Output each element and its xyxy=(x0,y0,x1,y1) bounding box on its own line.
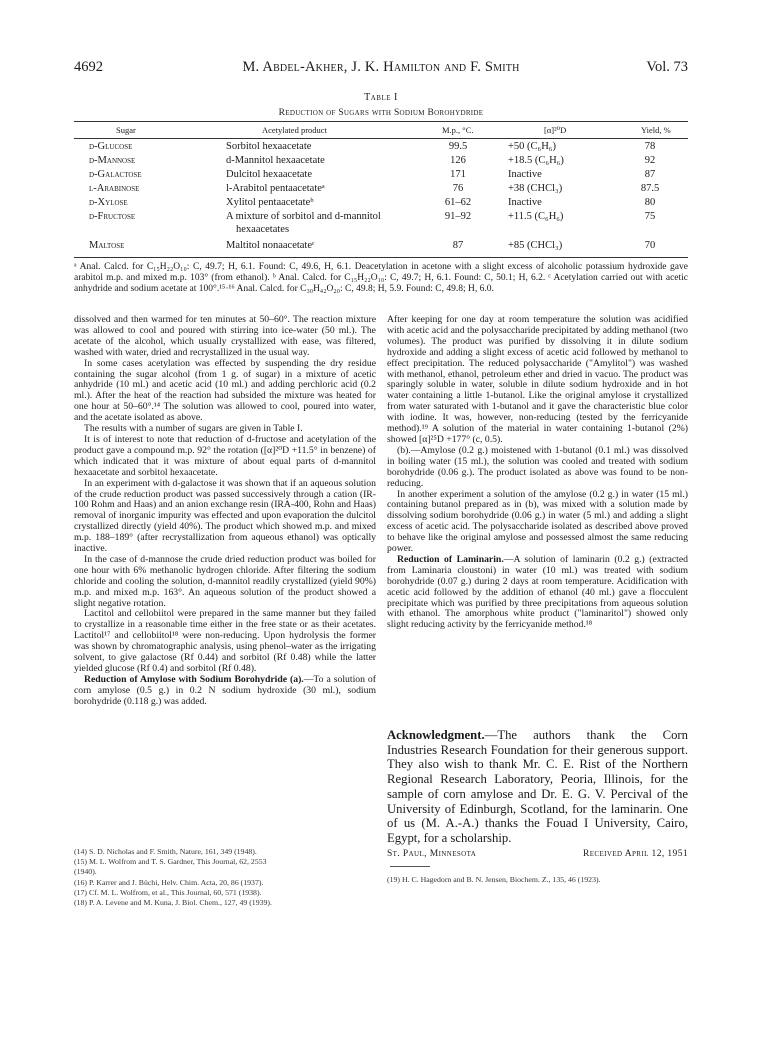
cell-product: A mixture of sorbitol and d-mannitol xyxy=(226,211,381,222)
cell-yield: 78 xyxy=(644,141,656,152)
running-header xyxy=(74,59,688,79)
table-row xyxy=(74,224,688,237)
paragraph: dissolved and then warmed for ten minutes at 50–60°. The reaction mixture was allowed to cool and poured with stirring into ice-water (50 ml.). The acetate of the alcohol, which usually crystallized with ease, was filtered, washed with water, dried and recrystallized in the usual way. xyxy=(74,314,376,358)
paragraph: (b).—Amylose (0.2 g.) moistened with 1-butanol (0.1 ml.) was dissolved in boiling water (15 ml.), the solution was cooled and treated with sodium borohydride (0.06 g.). The product isolated as above was found to be non-reducing. xyxy=(387,444,688,489)
table-caption: Reduction of Sugars with Sodium Borohydride xyxy=(278,108,484,118)
table-top-rule xyxy=(74,121,688,122)
paragraph: Lactitol and cellobiitol were prepared in the same manner but they failed to crystallize in a reasonable time either in the free state or as their acetates. Lactitol¹⁷ and cellobiitol¹⁸ were non-reducing. Upon hydrolysis the former was shown by chromatographic analysis, using phenol–water as the irrigating solvent, to give galactose (Rf 0.44) and sorbitol (Rf 0.48) while the latter yielded glucose (Rf 0.4) and sorbitol (Rf 0.48). xyxy=(74,608,376,674)
paragraph: The results with a number of sugars are given in Table I. xyxy=(84,423,303,435)
footnote-rule xyxy=(390,866,430,867)
acknowledgment-heading: Acknowledgment. xyxy=(387,728,485,742)
table-row xyxy=(74,183,688,196)
received-date: Received April 12, 1951 xyxy=(583,849,688,859)
cell-mp: 171 xyxy=(450,169,466,180)
table-bottom-rule xyxy=(74,257,688,258)
cell-sugar: d-Glucose xyxy=(89,141,133,152)
paragraph: In an experiment with d-galactose it was shown that if an aqueous solution of the crude reduction product was passed successively through a cation (IR-100 Rohm and Haas) and an anion exchange resin (IRA-400, Rohn and Haas) removal of inorganic impurity was effected and upon evaporation the dulcitol crystallized directly (yield 40%). The product which showed m.p. and mixed m.p. 188–189° (after recrystallization from aqueous ethanol) was optically inactive. xyxy=(74,477,376,555)
table-row xyxy=(74,211,688,224)
left-column xyxy=(74,315,376,708)
cell-yield: 87.5 xyxy=(640,183,660,194)
table-row xyxy=(74,240,688,253)
paragraph-text: —To a solution of corn amylose (0.5 g.) in 0.2 N sodium hydroxide (30 ml.), sodium borohydride (0.118 g.) was added. xyxy=(74,673,376,707)
cell-product: l-Arabitol pentaacetateᵃ xyxy=(226,183,325,194)
right-column xyxy=(387,315,688,631)
footnote: (16) P. Karrer and J. Büchi, Helv. Chim. Acta, 20, 86 (1937). xyxy=(74,877,264,887)
paragraph: In some cases acetylation was effected by suspending the dry residue containing the sugar alcohol (from 1 g. of sugar) in a mixture of acetic anhydride (10 ml.) and acetic acid (10 ml.) and adding perchloric acid (0.2 ml.). After the heat of the reaction had subsided the mixture was heated for one hour at 50–60°.¹⁴ The solution was allowed to cool, poured into water, and the acetate isolated as above. xyxy=(74,357,376,424)
paragraph: It is of interest to note that reduction of d-fructose and acetylation of the product gave a compound m.p. 92° the rotation ([α]²⁰D +11.5° in benzene) of which indicated that it was mixture of about equal parts of d-mannitol hexaacetate and sorbitol hexaacetate. xyxy=(74,433,376,478)
col-header-product: Acetylated product xyxy=(262,125,327,135)
signature-place: St. Paul, Minnesota xyxy=(387,849,477,859)
paragraph: In another experiment a solution of the amylose (0.2 g.) in water (15 ml.) containing butanol prepared as in (b), was mixed with a solution made by dissolving sodium borohydride (0.06 g.) in water (5 ml.) and adding a slight excess of acetic acid. The polysaccharide isolated as described above proved to behave like the original amylose and possessed almost the same reducing power. xyxy=(387,488,688,555)
table-header-rule xyxy=(74,138,688,139)
cell-rotation: Inactive xyxy=(508,169,542,180)
cell-yield: 92 xyxy=(644,155,656,166)
paragraph xyxy=(387,555,688,631)
cell-yield: 87 xyxy=(644,169,656,180)
cell-sugar: l-Arabinose xyxy=(89,183,140,194)
cell-rotation: +18.5 (C₆H₆) xyxy=(508,155,564,166)
cell-product: d-Mannitol hexaacetate xyxy=(226,155,325,166)
cell-rotation: +85 (CHCl₃) xyxy=(508,240,563,251)
acknowledgment xyxy=(387,728,688,846)
cell-sugar: Maltose xyxy=(89,240,125,251)
cell-product: Xylitol pentaacetateᵇ xyxy=(226,197,314,208)
footnote: (15) M. L. Wolfrom and T. S. Gardner, This Journal, 62, 2553 xyxy=(74,857,267,867)
paragraph: After keeping for one day at room temperature the solution was acidified with acetic acid and the polysaccharide precipitated by adding methanol (two volumes). The product was purified by dissolving it in dilute sodium hydroxide and adding a slight excess of acetic acid followed by methanol to effect precipitation. The reduced polysaccharide ("Amylitol") was washed with methanol, ethanol, petroleum ether and dried in vacuo. The product was sparingly soluble in water, soluble in dilute sodium hydroxide and in hot water containing a little 1-butanol. Like the original amylose it crystallized from water saturated with 1-butanol and it gave the characteristic blue color with iodine. It was, however, non-reducing (tested by the ferricyanide method).¹⁹ A solution of the material in water containing 1-butanol (2%) showed [α]²⁵D +177° (c, 0.5). xyxy=(387,314,688,445)
cell-sugar: d-Mannose xyxy=(89,155,136,166)
cell-mp: 99.5 xyxy=(448,141,468,152)
acknowledgment-text: —The authors thank the Corn Industries Research Foundation for their generous support. They also wish to thank Mr. C. E. Rist of the Northern Regional Research Laboratory, Peoria, Illinois, for the sample of corn amylose and Dr. E. G. V. Percival of the University of Edinburgh, Scotland, for the laminarin. One of us (M. A.-A.) thanks the Fouad I University, Cairo, Egypt, for a scholarship. xyxy=(387,728,688,845)
col-header-sugar: Sugar xyxy=(116,125,136,135)
col-header-mp: M.p., °C. xyxy=(442,125,474,135)
cell-sugar: d-Xylose xyxy=(89,197,128,208)
paragraph xyxy=(74,675,376,708)
cell-mp: 61–62 xyxy=(444,197,472,208)
volume-label: Vol. 73 xyxy=(646,59,688,75)
signature-line xyxy=(387,849,688,861)
table-header-row xyxy=(74,125,688,137)
cell-product: Dulcitol hexaacetate xyxy=(226,169,312,180)
cell-yield: 80 xyxy=(644,197,656,208)
cell-rotation: +11.5 (C₆H₆) xyxy=(508,211,564,222)
cell-mp: 91–92 xyxy=(444,211,472,222)
footnotes-right xyxy=(387,875,688,885)
col-header-yield: Yield, % xyxy=(641,125,671,135)
table-row xyxy=(74,155,688,168)
cell-mp: 126 xyxy=(450,155,466,166)
footnotes-left xyxy=(74,847,376,908)
cell-mp: 87 xyxy=(452,240,464,251)
cell-sugar: d-Galactose xyxy=(89,169,142,180)
cell-product: Maltitol nonaacetateᶜ xyxy=(226,240,315,251)
running-title: M. Abdel-Akher, J. K. Hamilton and F. Smith xyxy=(242,59,520,75)
table-row xyxy=(74,141,688,154)
paragraph: In the case of d-mannose the crude dried reduction product was boiled for one hour with 6% methanolic hydrogen chloride. After filtering the sodium chloride and cooling the solution, d-mannitol readily crystallized (yield 90%) m.p. and mixed m.p. 163°. An aqueous solution of the product showed a slight negative rotation. xyxy=(74,553,376,609)
table-row xyxy=(74,169,688,182)
footnote: (19) H. C. Hagedorn and B. N. Jensen, Biochem. Z., 135, 46 (1923). xyxy=(387,875,601,884)
cell-mp: 76 xyxy=(452,183,464,194)
cell-yield: 70 xyxy=(644,240,656,251)
cell-sugar: d-Fructose xyxy=(89,211,136,222)
table-label: Table I xyxy=(364,92,398,103)
footnote: (1940). xyxy=(74,867,97,877)
table-row xyxy=(74,197,688,210)
section-heading: Reduction of Amylose with Sodium Borohydride (a). xyxy=(84,673,304,685)
section-heading: Reduction of Laminarin. xyxy=(397,553,504,565)
footnote: (17) Cf. M. L. Wolfrom, et al., This Journal, 60, 571 (1938). xyxy=(74,887,262,897)
cell-product: Sorbitol hexaacetate xyxy=(226,141,312,152)
table-footnote: ᵃ Anal. Calcd. for C₁₅H₂₂O₁₀: C, 49.7; H, 6.1. Found: C, 49.6, H, 6.1. Deacetylation in acetone with a slight excess of alcoholic potassium hydroxide gave arabitol m.p. and mixed m.p. 103° (from ethanol). ᵇ Anal. Calcd. for C₁₅H₂₂O₁₀: C, 49.7; H, 6.1. Found: C, 50.1; H, 6.2. ᶜ Acetylation carried out with acetic anhydride and sodium acetate at 100°.¹⁵·¹⁶ Anal. Calcd. for C₃₀H₄₂O₂₀: C, 49.8; H, 5.9. Found: C, 49.8; H, 6.0. xyxy=(74,262,688,294)
footnote: (18) P. A. Levene and M. Kuna, J. Biol. Chem., 127, 49 (1939). xyxy=(74,898,272,908)
cell-rotation: Inactive xyxy=(508,197,542,208)
col-header-rotation: [α]²⁰D xyxy=(544,125,567,135)
paragraph-text: —A solution of laminarin (0.2 g.) (extracted from Laminaria cloustoni) in water (10 ml.) was treated with sodium borohydride (0.07 g.) during 2 days at room temperature. Acidification with acetic acid followed by the addition of ethanol (40 ml.) gave a flocculent precipitate which was purified by three precipitations from aqueous solution with ethanol. The amorphous white product ("laminaritol") showed only slight reducing activity by the ferricyanide method.¹⁸ xyxy=(387,553,688,631)
page-number: 4692 xyxy=(74,59,103,75)
cell-rotation: +38 (CHCl₃) xyxy=(508,183,563,194)
cell-yield: 75 xyxy=(644,211,656,222)
footnote: (14) S. D. Nicholas and F. Smith, Nature, 161, 349 (1948). xyxy=(74,847,257,856)
cell-rotation: +50 (C₆H₆) xyxy=(508,141,556,152)
cell-product: hexaacetates xyxy=(236,224,290,235)
